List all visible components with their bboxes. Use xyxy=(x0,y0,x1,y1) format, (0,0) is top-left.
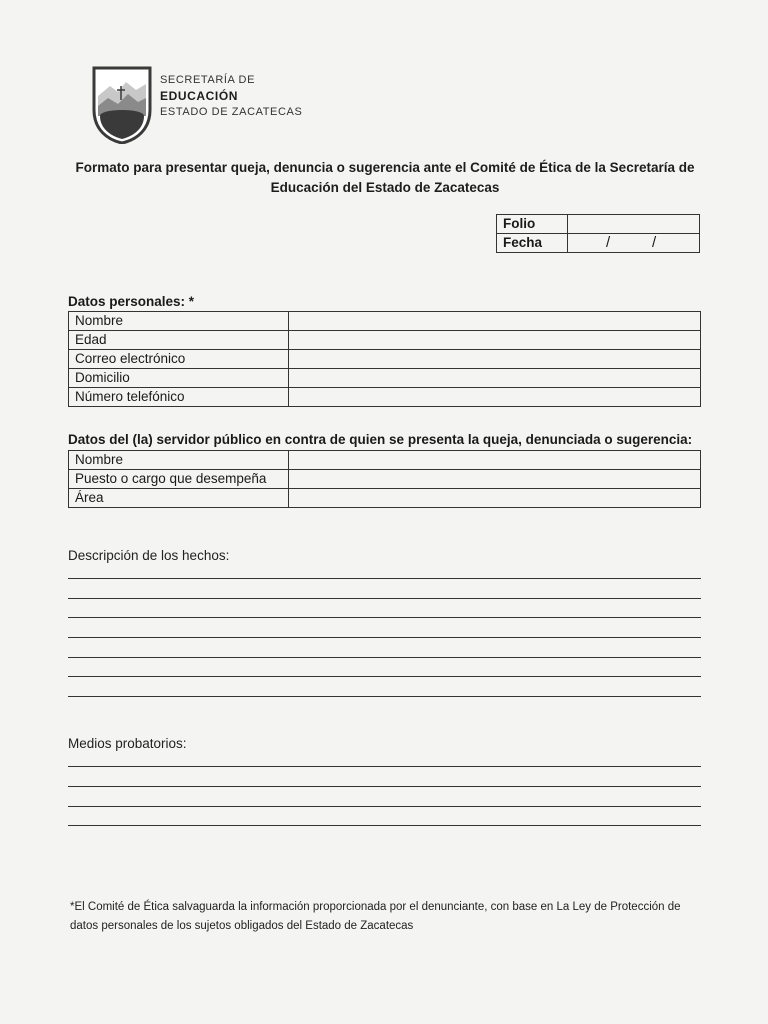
descripcion-label: Descripción de los hechos: xyxy=(68,548,230,563)
row-label: Domicilio xyxy=(69,369,289,388)
title-line-2: Educación del Estado de Zacatecas xyxy=(270,180,500,195)
nombre-field[interactable] xyxy=(289,312,701,331)
folio-box xyxy=(496,214,700,253)
org-line-1: SECRETARÍA DE xyxy=(160,74,256,86)
correo-field[interactable] xyxy=(289,350,701,369)
medios-line[interactable] xyxy=(68,766,701,767)
descripcion-line[interactable] xyxy=(68,676,701,677)
domicilio-field[interactable] xyxy=(289,369,701,388)
descripcion-line[interactable] xyxy=(68,578,701,579)
servidor-heading: Datos del (la) servidor público en contra de quien se presenta la queja, denunciada o sugerencia: xyxy=(68,432,693,447)
telefono-field[interactable] xyxy=(289,388,701,407)
fecha-field[interactable] xyxy=(568,234,700,253)
folio-row xyxy=(497,215,700,234)
fecha-separator-2: / xyxy=(652,234,657,251)
fecha-row xyxy=(497,234,700,253)
row-label: Nombre xyxy=(69,312,289,331)
form-title xyxy=(60,158,710,198)
medios-line[interactable] xyxy=(68,825,701,826)
privacy-footnote xyxy=(70,898,690,936)
edad-field[interactable] xyxy=(289,331,701,350)
education-shield-logo xyxy=(92,66,152,144)
table-row xyxy=(69,489,701,508)
row-label: Área xyxy=(69,489,289,508)
row-label: Puesto o cargo que desempeña xyxy=(69,470,289,489)
row-label: Edad xyxy=(69,331,289,350)
organization-name xyxy=(160,72,302,120)
table-row xyxy=(69,350,701,369)
table-row xyxy=(69,470,701,489)
folio-field[interactable] xyxy=(568,215,700,234)
org-line-2: EDUCACIÓN xyxy=(160,89,239,103)
table-row xyxy=(69,388,701,407)
title-line-1: Formato para presentar queja, denuncia o sugerencia ante el Comité de Ética de la Secretaría de xyxy=(75,160,695,175)
table-row xyxy=(69,451,701,470)
row-label: Nombre xyxy=(69,451,289,470)
descripcion-line[interactable] xyxy=(68,657,701,658)
table-row xyxy=(69,312,701,331)
folio-label: Folio xyxy=(497,215,568,234)
datos-personales-table xyxy=(68,311,701,407)
servidor-nombre-field[interactable] xyxy=(289,451,701,470)
medios-line[interactable] xyxy=(68,806,701,807)
servidor-puesto-field[interactable] xyxy=(289,470,701,489)
row-label: Número telefónico xyxy=(69,388,289,407)
fecha-label: Fecha xyxy=(497,234,568,253)
descripcion-line[interactable] xyxy=(68,617,701,618)
descripcion-line[interactable] xyxy=(68,637,701,638)
row-label: Correo electrónico xyxy=(69,350,289,369)
fecha-separator-1: / xyxy=(606,234,611,251)
datos-personales-heading: Datos personales: * xyxy=(68,294,195,309)
table-row xyxy=(69,331,701,350)
descripcion-line[interactable] xyxy=(68,696,701,697)
medios-line[interactable] xyxy=(68,786,701,787)
table-row xyxy=(69,369,701,388)
footnote-line-1: *El Comité de Ética salvaguarda la información proporcionada por el denunciante, con base en La Ley de Protección de xyxy=(70,901,681,913)
servidor-table xyxy=(68,450,701,508)
descripcion-line[interactable] xyxy=(68,598,701,599)
servidor-area-field[interactable] xyxy=(289,489,701,508)
org-line-3: ESTADO DE ZACATECAS xyxy=(160,106,303,118)
footnote-line-2: datos personales de los sujetos obligados del Estado de Zacatecas xyxy=(70,920,414,932)
medios-label: Medios probatorios: xyxy=(68,736,187,751)
